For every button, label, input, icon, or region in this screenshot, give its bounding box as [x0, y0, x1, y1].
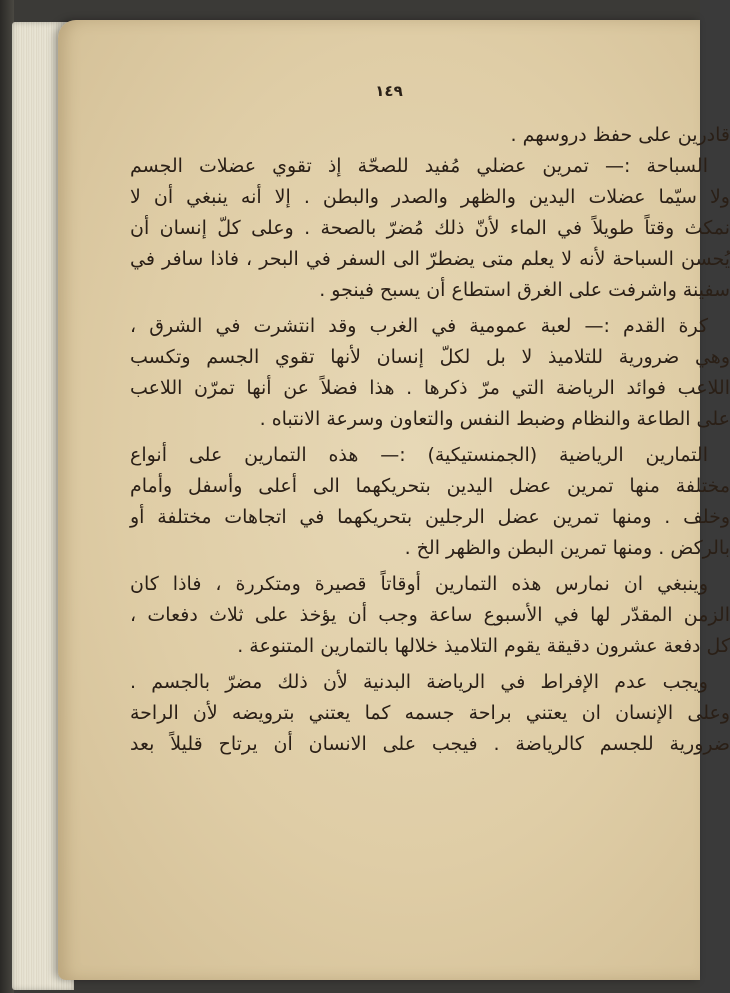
text-line: نمكث وقتاً طويلاً في الماء لأنّ ذلك مُضرّ بالصحة . وعلى كلّ إنسان أن	[130, 217, 730, 239]
book-page	[58, 20, 730, 980]
text-line: على الطاعة والنظام وضبط النفس والتعاون وسرعة الانتباه .	[259, 408, 730, 430]
text-line: وينبغي ان نمارس هذه التمارين أوقاتاً قصيرة ومتكررة ، فاذا كان	[130, 573, 708, 595]
page-body	[130, 120, 730, 760]
text-line: التمارين الرياضية (الجمنستيكية) :— هذه التمارين على أنواع	[130, 444, 708, 466]
text-line: وهي ضرورية للتلاميذ لا بل لكلّ إنسان لأنها تقوي الجسم وتكسب	[130, 346, 730, 368]
text-line: وخلف . ومنها تمرين عضل الرجلين بتحريكهما في اتجاهات مختلفة أو	[130, 506, 730, 528]
text-line: الزمن المقدّر لها في الأسبوع ساعة وجب أن يؤخذ على ثلاث دفعات ،	[130, 604, 730, 626]
page-number: ١٤٩	[375, 82, 403, 100]
text-line: يُحسن السباحة لأنه لا يعلم متى يضطرّ الى السفر في البحر ، فاذا سافر في	[130, 248, 730, 270]
text-line: ولا سيّما عضلات اليدين والظهر والصدر والبطن . إلا أنه ينبغي أن لا	[130, 186, 730, 208]
text-line: بالركض . ومنها تمرين البطن والظهر الخ .	[404, 537, 730, 559]
text-line: مختلفة منها تمرين عضل اليدين بتحريكهما الى أعلى وأسفل وأمام	[130, 475, 730, 497]
text-line: اللاعب فوائد الرياضة التي مرّ ذكرها . هذا فضلاً عن أنها تمرّن اللاعب	[130, 377, 730, 399]
text-line: وعلى الإنسان ان يعتني براحة جسمه كما يعتني بترويضه لأن الراحة	[130, 702, 730, 724]
text-line: كل دفعة عشرون دقيقة يقوم التلاميذ خلالها بالتمارين المتنوعة .	[237, 635, 730, 657]
text-line: ضرورية للجسم كالرياضة . فيجب على الانسان أن يرتاح قليلاً بعد	[130, 733, 730, 755]
text-line: ويجب عدم الإفراط في الرياضة البدنية لأن ذلك مضرّ بالجسم .	[130, 671, 708, 693]
text-line: قادرين على حفظ دروسهم .	[510, 124, 730, 146]
text-line: سفينة واشرفت على الغرق استطاع أن يسبح فينجو .	[319, 279, 730, 301]
text-line: السباحة :— تمرين عضلي مُفيد للصحّة إذ تقوي عضلات الجسم	[130, 155, 708, 177]
text-line: كرة القدم :— لعبة عمومية في الغرب وقد انتشرت في الشرق ،	[130, 315, 708, 337]
